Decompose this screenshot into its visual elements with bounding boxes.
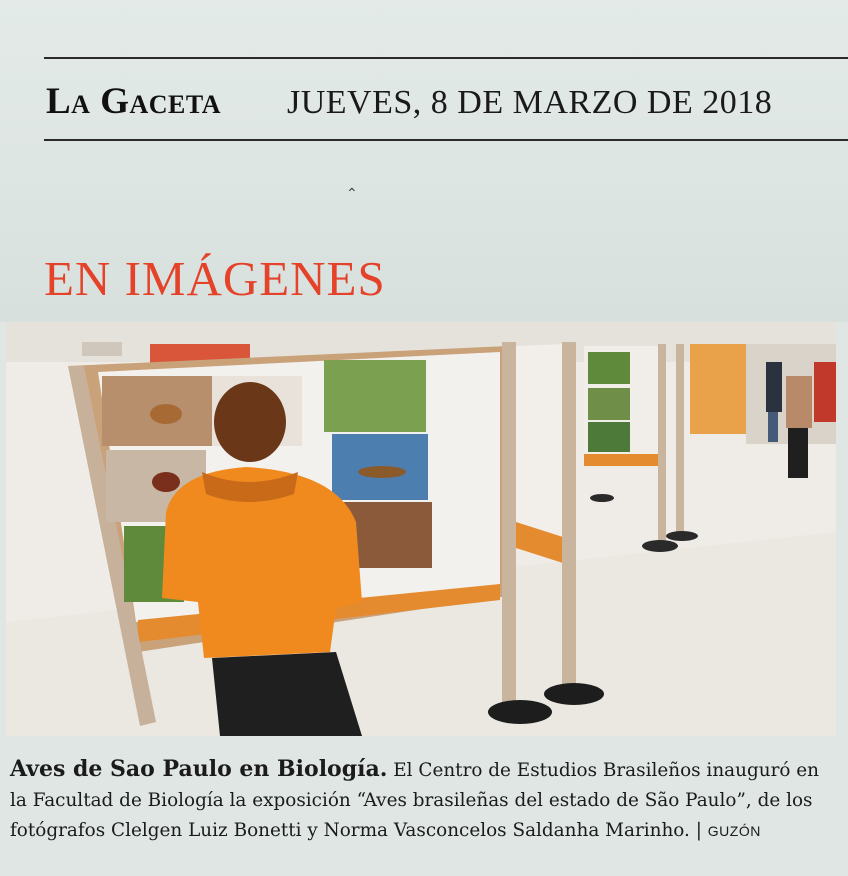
print-mark-icon: ⌃	[346, 187, 358, 202]
bird-photo-4	[324, 360, 426, 432]
masthead: La Gaceta	[46, 81, 222, 122]
top-rule	[44, 57, 848, 59]
caption-body: El Centro de Estudios Brasileños inauguró en la Facultad de Biología la exposición “Aves brasileñas del estado de São Paulo”, de los fotógrafos Clelgen Luiz Bonetti y Norma Vasconcelos Saldanha Marinho.	[10, 760, 820, 841]
caption-separator: |	[689, 820, 708, 841]
caption-headline: Aves de Sao Paulo en Biología.	[10, 756, 388, 782]
exhibition-photo	[6, 322, 836, 736]
bottom-rule	[44, 139, 848, 141]
exhibition-photo-drawing	[6, 322, 836, 736]
photo-caption	[10, 754, 840, 846]
dateline: JUEVES, 8 DE MARZO DE 2018	[287, 84, 773, 121]
photo-credit: GUZÓN	[707, 823, 761, 839]
boy-head	[214, 382, 286, 462]
dark-trousers	[212, 652, 362, 736]
section-title: EN IMÁGENES	[44, 251, 386, 306]
